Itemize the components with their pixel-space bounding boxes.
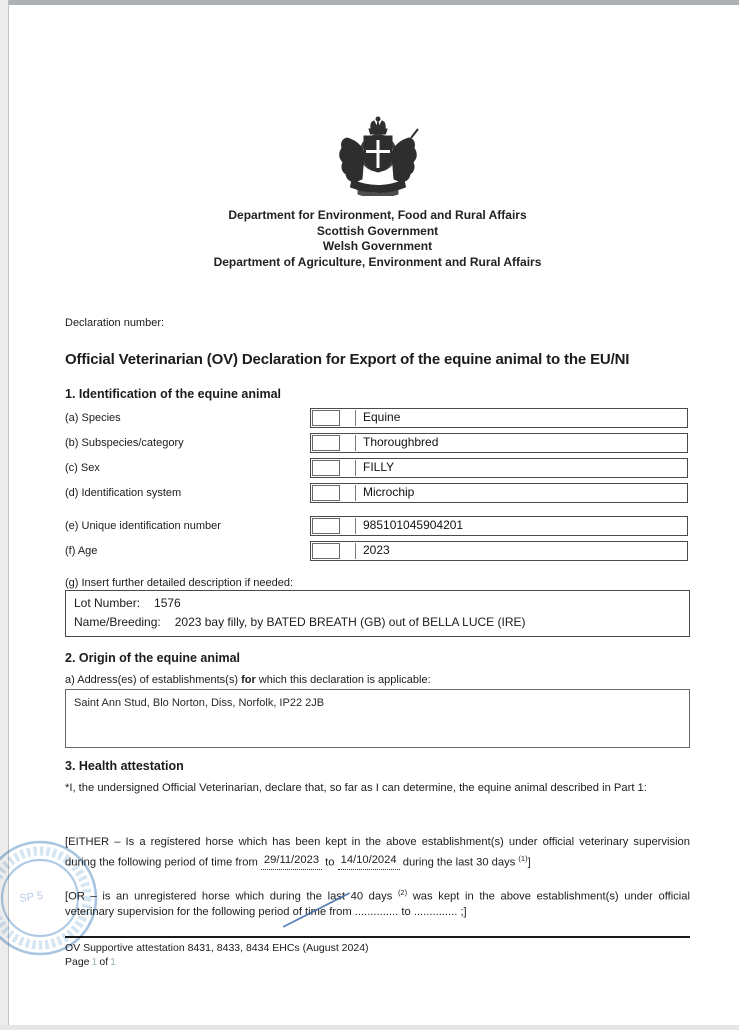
field-box [310,433,688,453]
field-label: (e) Unique identification number [65,520,221,532]
department-line: Welsh Government [322,239,433,253]
field-value: Microchip [363,485,415,499]
or-clause-paragraph [65,885,690,921]
name-breeding-label: Name/Breeding: [74,615,161,629]
name-breeding-line [74,613,681,632]
further-description-box [65,590,690,637]
field-row-age [65,541,690,561]
field-value: Thoroughbred [363,435,439,449]
field-value: 985101045904201 [363,518,464,532]
issuing-departments [65,208,690,270]
field-row-sex [65,458,690,478]
footer-page-indicator [65,956,118,968]
or-blank-to: .............. [413,906,458,919]
field-row-species [65,408,690,428]
field-box [310,458,688,478]
lot-number-line [74,594,681,613]
section2-heading: 2. Origin of the equine animal [65,651,241,665]
field-row-unique-id [65,516,690,536]
document-header [65,116,690,270]
department-line: Scottish Government [316,223,439,238]
field-row-subspecies [65,433,690,453]
svg-text:SP 5: SP 5 [18,889,44,905]
royal-coat-of-arms-icon [335,116,421,201]
section3-heading: 3. Health attestation [65,759,184,773]
section1-heading: 1. Identification of the equine animal [65,387,281,401]
footer-attestation-reference: OV Supportive attestation 8431, 8433, 8434 EHCs (August 2024) [65,942,369,954]
field-divider [355,410,356,426]
field-divider [355,460,356,476]
field-box [310,541,688,561]
or-text-pre: [OR – is an unregistered horse which during the last 40 days [65,890,398,903]
field-code-cell [312,410,340,426]
field-label: (c) Sex [65,462,100,474]
field-divider [355,518,356,534]
field-box [310,408,688,428]
attestation-intro-paragraph: *I, the undersigned Official Veterinarian, declare that, so far as I can determine, the equine animal described in Part 1: [65,782,647,794]
name-breeding-value: 2023 bay filly, by BATED BREATH (GB) out of BELLA LUCE (IRE) [174,615,526,629]
address-label-post: which this declaration is applicable: [255,674,431,686]
department-line: Department for Environment, Food and Rural Affairs [228,208,527,222]
establishment-address-value: Saint Ann Stud, Blo Norton, Diss, Norfolk, IP22 2JB [74,697,325,709]
establishment-address-box [65,689,690,748]
field-row-identification-system [65,483,690,503]
page-of-label: of [99,956,109,968]
or-text-close: ;] [457,906,467,919]
field-divider [355,485,356,501]
either-date-to: 14/10/2024 [338,853,400,870]
lot-number-value: 1576 [154,596,181,610]
department-line: Department of Agriculture, Environment and Rural Affairs [213,254,542,269]
field-code-cell [312,435,340,451]
field-value: FILLY [363,460,395,474]
address-label-pre: a) Address(es) of establishments(s) [65,674,242,686]
field-box [310,516,688,536]
field-code-cell [312,485,340,501]
lot-number-label: Lot Number: [74,596,141,610]
field-code-cell [312,543,340,559]
field-divider [355,435,356,451]
scan-edge-left [0,0,9,1030]
or-text-mid: was kept in the above establishment(s) under official veterinary supervision for the following period of time from [65,890,690,919]
field-code-cell [312,518,340,534]
field-label: (f) Age [65,545,98,557]
page-label: Page [65,956,90,968]
address-label-bold: for [241,674,256,686]
field-value: 2023 [363,543,390,557]
or-blank-from: .............. [354,906,399,919]
further-description-label: (g) Insert further detailed description if needed: [65,577,294,589]
footnote-marker-2: (2) [397,888,408,897]
field-label: (b) Subspecies/category [65,437,184,449]
page-number: 1 [91,956,98,968]
footer-rule [65,936,690,938]
page-total: 1 [110,956,116,968]
either-text-post: during the last 30 days [399,856,519,869]
identification-fields-a-d [65,408,690,508]
either-text-pre: [EITHER – Is a registered horse which has been kept in the above establishment(s) under official veterinary supervision during the following period of time from [65,836,690,869]
field-label: (a) Species [65,412,121,424]
either-date-from: 29/11/2023 [261,853,322,870]
either-text-close: ] [527,856,531,869]
identification-fields-e-f [65,516,690,566]
footnote-marker-1: (1) [518,853,528,863]
either-text-mid: to [322,856,338,869]
field-divider [355,543,356,559]
field-box [310,483,688,503]
document-content [65,0,690,1030]
address-label [65,674,431,686]
field-label: (d) Identification system [65,487,182,499]
field-code-cell [312,460,340,476]
or-text-to: to [398,906,414,919]
declaration-number-label: Declaration number: [65,317,165,329]
document-title: Official Veterinarian (OV) Declaration for Export of the equine animal to the EU/NI [65,351,630,368]
either-clause-paragraph [65,835,690,872]
field-value: Equine [363,410,401,424]
